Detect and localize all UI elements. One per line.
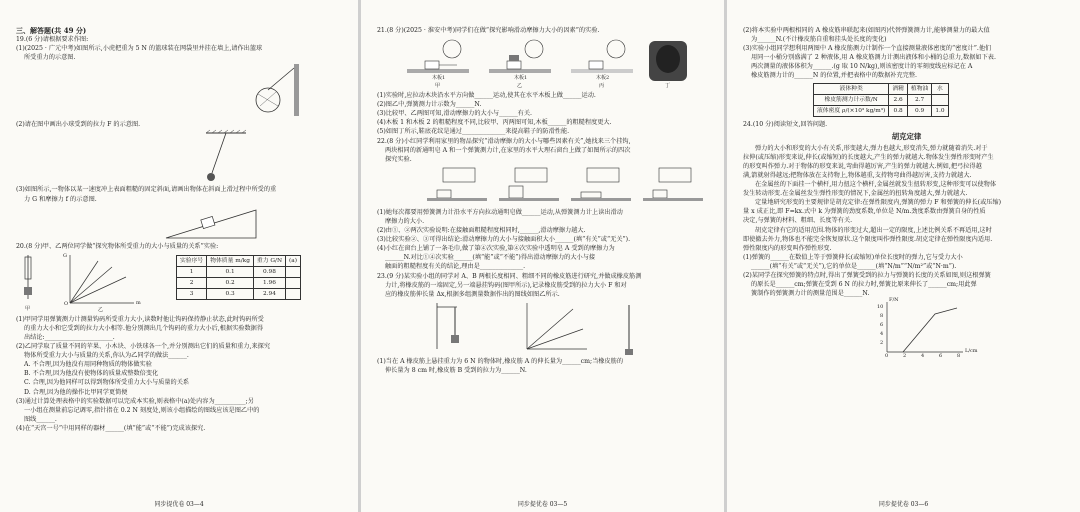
fig-label-jia: 甲 bbox=[25, 305, 31, 312]
option-d: D. 合理,因为他的操作比甲同学更简便 bbox=[24, 388, 128, 396]
q19-title: 19.(6 分)请根据要求作图: bbox=[16, 36, 89, 44]
table-cell: 0.1 bbox=[207, 266, 254, 277]
table-cell: 1.0 bbox=[932, 105, 948, 116]
table-row bbox=[177, 288, 301, 299]
axis-m: m bbox=[136, 299, 141, 306]
q21-figures bbox=[377, 35, 714, 91]
table-cell: 0.3 bbox=[207, 288, 254, 299]
spring-scale-graph bbox=[16, 251, 166, 315]
q23-3c: 两次测量的液体体积为______.(g 取 10 N/kg),则该密度计的零刻度线应标记在 A bbox=[751, 63, 973, 71]
board-1b-label: 木板1 bbox=[514, 75, 528, 82]
table-header: 实验序号 bbox=[177, 255, 207, 266]
q22-title: 22.(8 分)小红同学利用家里的物品探究“滑动摩擦力的大小与哪些因素有关”,她找来三个挂钩, bbox=[377, 137, 631, 145]
fig-label-jia: 甲 bbox=[435, 83, 441, 90]
q20-3: (3)通过计算处理表格中的实验数据可以完成本实验,则表格中(a)处内容为__________;另 bbox=[16, 397, 254, 405]
q22-title-c: 探究实验. bbox=[385, 155, 412, 163]
q22-1: (1)她每次都要用弹簧测力计沿水平方向拉动通明皂做______运动,从弹簧测力计上读出滑动 bbox=[377, 208, 623, 216]
incline-figure bbox=[16, 204, 348, 242]
q19-3b: 力 G 和摩擦力 f 的示意图. bbox=[24, 195, 97, 203]
section-title: 三、解答题(共 49 分) bbox=[16, 26, 87, 35]
q20-1b: 的重力大小和它受到的拉力大小相等.他分别测出几个钩码的重力大小后,根据实验数据得 bbox=[24, 324, 264, 332]
table-header: 物体质量 m/kg bbox=[207, 255, 254, 266]
option-b: B. 不合理,因为他没有使物体的质量成整数倍变化 bbox=[24, 370, 159, 378]
table-cell bbox=[932, 94, 948, 105]
table-header-row bbox=[814, 83, 949, 94]
y-tick: 8 bbox=[880, 313, 884, 320]
rubber-band-drawing bbox=[377, 299, 717, 357]
paragraph-line: 的形变叫作弹力.对于物体的形变来说,弯曲得越厉害,产生的弹力就越大.例如,把弓拉得越 bbox=[743, 162, 982, 170]
q20-3c: 图线______. bbox=[24, 415, 57, 423]
q20-1c: 出结论:______________________. bbox=[24, 333, 115, 341]
paragraph-line: 拉伸(或压缩)形变来说,伸长(或缩短)的长度越大,产生的弹力就越大.物体发生弹性形变时产生 bbox=[743, 153, 994, 161]
table-cell bbox=[286, 288, 301, 299]
x-tick: 6 bbox=[939, 353, 943, 360]
q24-2b: 的原长是______cm;弹簧在受到 6 N 的拉力时,弹簧比原来伸长了______cm;用此弹 bbox=[751, 281, 977, 289]
paragraph-line: 即使撤去外力,物体也不能完全恢复原状.这个限度叫作弹性限度.胡克定律在弹性限度内适用. bbox=[743, 235, 993, 243]
y-tick: 6 bbox=[880, 322, 884, 329]
q20-table bbox=[176, 255, 301, 300]
q23-title-c: 应的橡皮筋伸长量 Δx,根据多组测量数据作出的图线如图乙所示. bbox=[385, 290, 560, 298]
fig-label-ding: 丁 bbox=[665, 83, 671, 90]
page-footer: 同步提优卷 03—6 bbox=[878, 501, 929, 508]
table-cell: 2.7 bbox=[907, 94, 931, 105]
q23-2b: 为______N.(不计橡皮筋自重和挂头处长度的变化) bbox=[751, 36, 887, 44]
q20-4: (4)在“天宫一号”中用同样的器材______(填“能”或“不能”)完成该探究. bbox=[16, 424, 206, 432]
table-row bbox=[814, 105, 949, 116]
board-2-label: 木板2 bbox=[596, 75, 610, 82]
q23-figures bbox=[377, 299, 714, 357]
fig-label-bing: 丙 bbox=[599, 83, 605, 90]
article-title: 胡克定律 bbox=[891, 131, 922, 141]
spring-graph bbox=[863, 298, 1070, 358]
q19-1b: 所受重力的示意图. bbox=[24, 54, 76, 62]
board-1-label: 木板1 bbox=[432, 75, 446, 82]
table-cell: 0.98 bbox=[253, 266, 285, 277]
q24-1: (1)弹簧的______在数值上等于弹簧伸长(或缩短)单位长度时的弹力,它与受力大小 bbox=[743, 253, 963, 261]
q19-3: (3)如图所示,一物体以某一速度冲上表面粗糙的固定斜面,请画出物体在斜面上滑过程中所受的重 bbox=[16, 186, 277, 194]
q22-4: (4)小红在窗台上铺了一条毛巾,做了第④次实验,第④次实验中透明皂 A 受到的摩擦力为 bbox=[377, 245, 615, 253]
q22-1b: 摩擦力的大小. bbox=[385, 217, 425, 225]
table-cell: 1 bbox=[177, 266, 207, 277]
paragraph-line: 满,箭就射得越远;把物体放在支持物上,物体越重,支持物弯曲得越厉害,支持力就越大. bbox=[743, 171, 972, 179]
q20-3b: 一小组在测量前忘记调零,指针指在 0.2 N 刻度处,则该小组描绘的图线应该是图乙中的 bbox=[24, 406, 260, 414]
paragraph-line: 发生转动形变.在金属丝发生弹性形变的情况下,金属丝的扭转角度越大,弹力就越大. bbox=[743, 190, 968, 198]
paragraph-line: 决定,与弹簧的材料、粗细、长度等有关. bbox=[743, 217, 853, 225]
table-header: 水 bbox=[932, 83, 948, 94]
basketball-net-drawing bbox=[16, 62, 346, 120]
q21-2: (2)图乙中,弹簧测力计示数为______N. bbox=[377, 101, 482, 109]
q24-title: 24.(10 分)阅读短文,回答问题. bbox=[743, 120, 828, 128]
paragraph-line: 在金属丝的下面挂一个横杆,用力扭这个横杆,金属丝就发生扭转形变,这种形变可以使物体 bbox=[755, 181, 997, 189]
pendulum-drawing bbox=[16, 129, 346, 185]
q21-title: 21.(8 分)(2025 · 淮安中考)同学们在做“探究影响滑动摩擦力大小的因素”的实验. bbox=[377, 27, 600, 34]
page-footer: 同步提优卷 03—4 bbox=[154, 501, 204, 508]
table-cell: 2.94 bbox=[253, 288, 285, 299]
q23-3: (3)实验小组同学想利用两图中 A 橡皮筋测力计制作一个直接测量液体密度的“密度计”.他们 bbox=[743, 45, 992, 53]
q21-1: (1)实验时,应拉动木块沿水平方向做______运动,使其在水平木板上做______运动. bbox=[377, 92, 596, 100]
q20-2b: 物体所受重力大小与质量的关系,你认为乙同学的做法______. bbox=[24, 352, 189, 360]
q23-title: 23.(9 分)某实验小组的同学对 A、B 两根长度相同、粗细不同的橡皮筋进行研究,并做成橡皮筋测 bbox=[377, 272, 642, 280]
table-header-row bbox=[177, 255, 301, 266]
q22-figures bbox=[377, 164, 714, 208]
q22-2: (2)由①、②两次实验说明:在接触面粗糙程度相同时,______,滑动摩擦力越大. bbox=[377, 227, 586, 235]
table-header: 液体种类 bbox=[814, 83, 889, 94]
y-axis-label: F/N bbox=[889, 297, 899, 304]
q23-title-b: 力计,将橡皮筋的一端固定,另一端悬挂钩码(图甲所示),记录橡皮筋受到的拉力大小 F 和对 bbox=[385, 281, 627, 289]
table-header: 重力 G/N bbox=[253, 255, 285, 266]
page-middle bbox=[361, 0, 724, 512]
q24-2: (2)某同学在探究弹簧的特点时,得出了弹簧受到的拉力与弹簧的长度的关系如图,则这根弹簧 bbox=[743, 271, 991, 279]
page-right bbox=[727, 0, 1080, 512]
q24-1b: ______(填“有关”或“无关”),它的单位是______(填“N/m”“N/m²”或“N·m”). bbox=[751, 262, 957, 270]
table-cell: 0.9 bbox=[907, 105, 931, 116]
q22-3: (3)比较实验②、③可得出结论:滑动摩擦力的大小与接触面积大小______(填“有关”或“无关”). bbox=[377, 236, 631, 244]
q22-title-b: 两块相同的新通明皂 A 和一个弹簧测力计,在家里的水平大理石窗台上做了如图所示的四次 bbox=[385, 146, 631, 154]
table-row bbox=[814, 94, 949, 105]
table-cell: 0.8 bbox=[889, 105, 908, 116]
density-table bbox=[813, 83, 949, 117]
soap-experiment-drawing bbox=[377, 164, 717, 208]
x-tick: 2 bbox=[903, 353, 907, 360]
y-tick: 10 bbox=[877, 304, 884, 311]
incline-drawing bbox=[16, 204, 346, 242]
q21-3: (3)比较甲、乙两图可知,滑动摩擦力的大小与______有关. bbox=[377, 110, 533, 118]
paragraph-line: 弹力的大小和形变的大小有关系,形变越大,弹力也越大,形变消失,弹力就随着消失.对于 bbox=[755, 144, 988, 152]
table-header: (a) bbox=[286, 255, 301, 266]
q20-title: 20.(8 分)甲、乙两位同学做“探究物体所受重力的大小与质量的关系”实验: bbox=[16, 242, 219, 250]
q20-2: (2)乙同学取了质量不同的苹果、小木块、小铁球各一个,并分别测出它们的质量和重力,来探究 bbox=[16, 343, 271, 351]
x-tick: 0 bbox=[885, 353, 889, 360]
q22-4c: 触面的粗糙程度有关的结论,理由是______________. bbox=[385, 263, 526, 271]
table-cell bbox=[286, 266, 301, 277]
fig-label-yi: 乙 bbox=[517, 83, 523, 90]
y-tick: 2 bbox=[880, 340, 884, 347]
x-tick: 4 bbox=[921, 353, 925, 360]
paragraph-line: 胡克定律有它的适用范围.物体的形变过大,超出一定的限度,上述比例关系不再适用,这时 bbox=[755, 226, 992, 234]
option-a: A. 不合理,因为他没有用同种物质的物体做实验 bbox=[24, 361, 152, 369]
q21-4: (4)木板 1 和木板 2 的粗糙程度不同,比较甲、丙两图可知,木板______的粗糙程度更大. bbox=[377, 119, 612, 127]
q23-2: (2)将本实验中两根相同的 A 橡皮筋串联起来(如图丙)代替弹簧测力计,能够测量力的最大值 bbox=[743, 27, 990, 34]
table-cell: 液体密度 ρ/(×10³ kg/m³) bbox=[814, 105, 889, 116]
q24-2c: 簧制作的弹簧测力计的测量范围是______N. bbox=[751, 290, 870, 298]
table-cell: 橡皮筋测力计示数/N bbox=[814, 94, 889, 105]
pendulum-figure bbox=[16, 129, 348, 185]
axis-g: G bbox=[63, 252, 67, 259]
fig-label-yi: 乙 bbox=[98, 306, 104, 313]
table-row bbox=[177, 277, 301, 288]
q23-1: (1)当在 A 橡皮筋上悬挂重力为 6 N 的物体时,橡皮筋 A 的伸长量为______cm;当橡皮筋的 bbox=[377, 357, 624, 365]
page-footer: 同步提优卷 03—5 bbox=[517, 501, 568, 508]
axis-origin: O bbox=[64, 300, 69, 307]
q23-1b: 伸长量为 8 cm 时,橡皮筋 B 受到的拉力为______N. bbox=[385, 366, 527, 374]
q23-3b: 用同一小桶分别盛满了 2 种液体,用 A 橡皮筋测力计测出液体和小桶的总重力,数据如下表. bbox=[751, 54, 996, 62]
basketball-figure bbox=[16, 62, 348, 120]
q20-1: (1)甲同学用弹簧测力计测量钩码所受重力大小,读数时他让钩码保持静止状态,此时钩码所受 bbox=[16, 315, 264, 323]
paragraph-line: 量 x 成正比,即 F=kx.式中 k 为弹簧的劲度系数,单位是 N/m.劲度系数由弹簧自身的性质 bbox=[743, 208, 986, 216]
table-cell: 1.96 bbox=[253, 277, 285, 288]
paragraph-line: 定量地研究形变的主要规律是胡克定律:在弹性限度内,弹簧的弹力 F 和弹簧的伸长(或压缩) bbox=[755, 199, 1002, 207]
q19-1: (1)(2025 · 广元中考)如图所示,小虎把重为 5 N 的篮球装在网袋里并挂在墙上,请作出篮球 bbox=[16, 45, 263, 53]
q20-figures bbox=[16, 251, 348, 315]
paragraph-line: 弹性限度内的形变叫作弹性形变. bbox=[743, 244, 832, 252]
table-row bbox=[177, 266, 301, 277]
q19-2: (2)请在图中画出小球受到的拉力 F 的示意图. bbox=[16, 121, 141, 129]
table-cell: 3 bbox=[177, 288, 207, 299]
table-header: 植物油 bbox=[907, 83, 931, 94]
page-left bbox=[0, 0, 358, 512]
q22-4b: ______N.对比①④次实验______(填“能”或“不能”)得出滑动摩擦力的大小与接 bbox=[385, 254, 596, 262]
table-cell: 0.2 bbox=[207, 277, 254, 288]
table-cell: 2.6 bbox=[889, 94, 908, 105]
x-axis-label: L/cm bbox=[965, 348, 978, 355]
x-tick: 8 bbox=[957, 353, 961, 360]
table-cell bbox=[286, 277, 301, 288]
table-header: 酒精 bbox=[889, 83, 908, 94]
table-cell: 2 bbox=[177, 277, 207, 288]
q21-5: (5)如图丁所示,鞋底花纹是通过______________来提高鞋子的防滑性能. bbox=[377, 128, 570, 136]
option-c: C. 合理,因为他同样可以得到物体所受重力大小与质量的关系 bbox=[24, 379, 190, 387]
y-tick: 4 bbox=[880, 331, 884, 338]
q23-3d: 橡皮筋测力计的______N 的位置,并把表格中的数据补充完整. bbox=[751, 72, 918, 80]
